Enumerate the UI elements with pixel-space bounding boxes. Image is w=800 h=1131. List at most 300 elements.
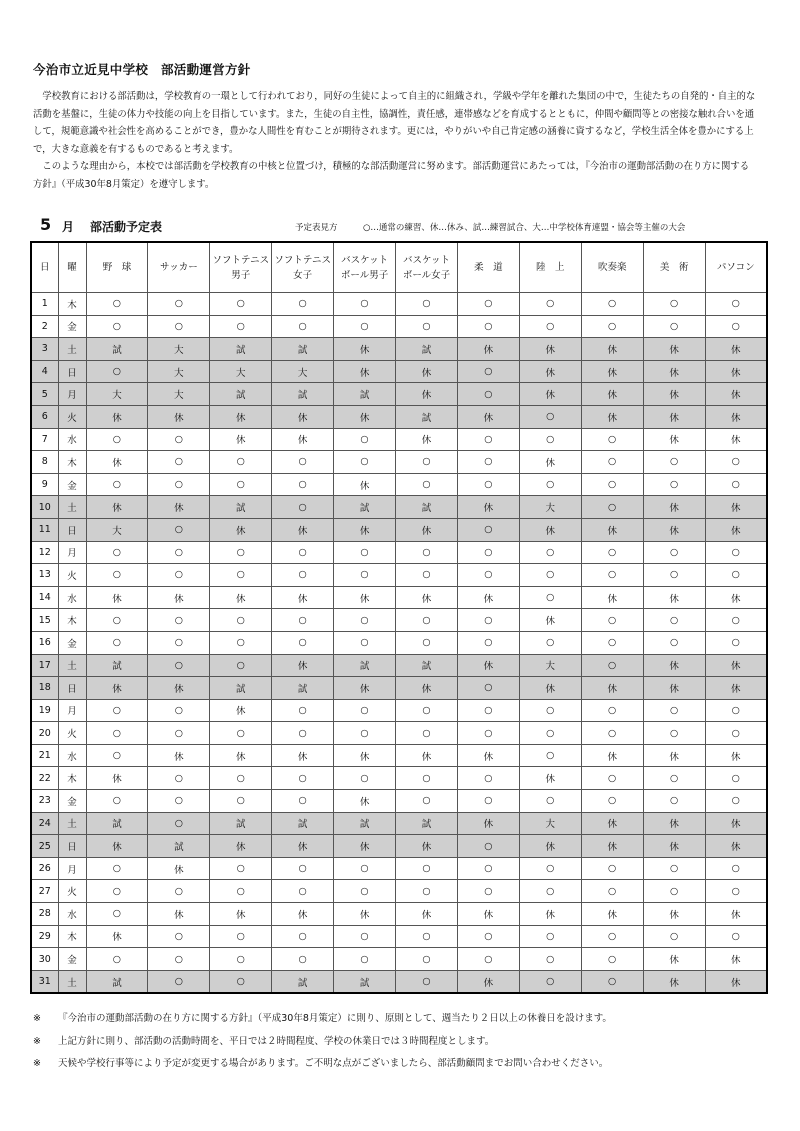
schedule-cell: 休 — [705, 518, 767, 541]
schedule-cell: ○ — [457, 767, 519, 790]
schedule-cell: 休 — [396, 835, 458, 858]
schedule-cell: ○ — [272, 473, 334, 496]
schedule-cell: ○ — [148, 609, 210, 632]
weekday-cell: 日 — [58, 360, 86, 383]
schedule-cell: 休 — [210, 518, 272, 541]
schedule-cell: 休 — [643, 383, 705, 406]
header-club — [396, 242, 458, 293]
schedule-cell: ○ — [396, 315, 458, 338]
schedule-cell: ○ — [396, 925, 458, 948]
note-text: 天候や学校行事等により予定が変更する場合があります。ご不明な点がございましたら、部活動顧問までお問い合わせください。 — [58, 1058, 609, 1069]
schedule-cell: 休 — [272, 654, 334, 677]
schedule-cell: 休 — [581, 903, 643, 926]
schedule-cell: 試 — [334, 812, 396, 835]
schedule-cell: ○ — [519, 586, 581, 609]
schedule-cell: ○ — [210, 880, 272, 903]
schedule-cell: 試 — [210, 496, 272, 519]
schedule-cell: ○ — [581, 857, 643, 880]
schedule-cell: 休 — [148, 903, 210, 926]
schedule-cell: 試 — [396, 812, 458, 835]
schedule-cell: 休 — [210, 699, 272, 722]
schedule-cell: 休 — [210, 744, 272, 767]
schedule-cell: 休 — [519, 677, 581, 700]
schedule-cell: ○ — [396, 880, 458, 903]
schedule-cell: ○ — [86, 790, 148, 813]
schedule-cell: ○ — [457, 609, 519, 632]
schedule-cell: ○ — [210, 564, 272, 587]
schedule-cell: ○ — [457, 699, 519, 722]
table-row — [31, 857, 767, 880]
schedule-cell: ○ — [519, 315, 581, 338]
table-row — [31, 473, 767, 496]
schedule-cell: 休 — [334, 473, 396, 496]
schedule-cell: 休 — [581, 835, 643, 858]
note-item — [33, 1031, 612, 1054]
table-row — [31, 405, 767, 428]
schedule-cell: 休 — [519, 518, 581, 541]
schedule-cell: 休 — [581, 518, 643, 541]
schedule-cell: 休 — [396, 383, 458, 406]
schedule-cell: ○ — [519, 744, 581, 767]
schedule-cell: 休 — [457, 812, 519, 835]
schedule-cell: ○ — [396, 631, 458, 654]
month-unit: 月 — [62, 220, 75, 234]
table-row — [31, 360, 767, 383]
schedule-cell: 大 — [519, 812, 581, 835]
table-row — [31, 631, 767, 654]
schedule-cell: 休 — [581, 405, 643, 428]
schedule-cell: 休 — [457, 744, 519, 767]
note-item — [33, 1008, 612, 1031]
schedule-cell: 休 — [396, 903, 458, 926]
schedule-cell: ○ — [334, 541, 396, 564]
schedule-cell: ○ — [86, 722, 148, 745]
schedule-cell: ○ — [581, 880, 643, 903]
note-mark: ※ — [33, 1013, 41, 1024]
schedule-cell: 試 — [148, 835, 210, 858]
schedule-cell: ○ — [643, 541, 705, 564]
day-cell: 11 — [31, 518, 58, 541]
schedule-cell: 休 — [705, 496, 767, 519]
schedule-cell: 試 — [396, 496, 458, 519]
weekday-cell: 木 — [58, 609, 86, 632]
schedule-cell: ○ — [396, 609, 458, 632]
schedule-cell: ○ — [210, 293, 272, 316]
header-club-line2: ボール男子 — [340, 269, 389, 281]
weekday-cell: 土 — [58, 970, 86, 993]
day-cell: 13 — [31, 564, 58, 587]
schedule-cell: 休 — [457, 338, 519, 361]
schedule-cell: ○ — [457, 518, 519, 541]
schedule-cell: 休 — [148, 586, 210, 609]
weekday-cell: 水 — [58, 586, 86, 609]
schedule-cell: ○ — [705, 315, 767, 338]
schedule-cell: 休 — [519, 903, 581, 926]
schedule-cell: ○ — [396, 473, 458, 496]
schedule-cell: 休 — [334, 744, 396, 767]
schedule-cell: 休 — [272, 744, 334, 767]
schedule-cell: 試 — [210, 338, 272, 361]
day-cell: 14 — [31, 586, 58, 609]
schedule-cell: 休 — [86, 925, 148, 948]
weekday-cell: 月 — [58, 383, 86, 406]
schedule-cell: 休 — [643, 405, 705, 428]
schedule-cell: 休 — [86, 835, 148, 858]
schedule-cell: ○ — [210, 473, 272, 496]
schedule-cell: 休 — [148, 857, 210, 880]
schedule-cell: 大 — [210, 360, 272, 383]
schedule-cell: 休 — [396, 428, 458, 451]
table-row — [31, 970, 767, 993]
schedule-cell: ○ — [457, 948, 519, 971]
schedule-cell: ○ — [643, 473, 705, 496]
schedule-cell: ○ — [581, 925, 643, 948]
schedule-cell: ○ — [705, 609, 767, 632]
schedule-cell: 大 — [519, 496, 581, 519]
schedule-cell: 休 — [272, 835, 334, 858]
schedule-cell: 休 — [457, 586, 519, 609]
schedule-cell: 休 — [457, 496, 519, 519]
schedule-cell: ○ — [705, 293, 767, 316]
schedule-cell: ○ — [643, 315, 705, 338]
header-club-line1: バスケット — [402, 254, 450, 266]
schedule-cell: 大 — [86, 383, 148, 406]
schedule-cell: ○ — [581, 564, 643, 587]
schedule-cell: ○ — [643, 451, 705, 474]
schedule-cell: 休 — [148, 677, 210, 700]
schedule-cell: ○ — [334, 315, 396, 338]
schedule-cell: 休 — [643, 496, 705, 519]
schedule-cell: 休 — [334, 338, 396, 361]
schedule-cell: ○ — [457, 857, 519, 880]
schedule-cell: 休 — [396, 360, 458, 383]
schedule-cell: ○ — [272, 541, 334, 564]
schedule-cell: 大 — [272, 360, 334, 383]
schedule-cell: ○ — [272, 722, 334, 745]
schedule-cell: 休 — [519, 609, 581, 632]
schedule-cell: ○ — [210, 541, 272, 564]
schedule-cell: 休 — [334, 586, 396, 609]
schedule-cell: 休 — [334, 903, 396, 926]
header-club-line1: バスケット — [341, 254, 389, 266]
schedule-cell: 休 — [272, 405, 334, 428]
schedule-cell: ○ — [86, 948, 148, 971]
schedule-cell: 休 — [643, 677, 705, 700]
schedule-cell: ○ — [148, 722, 210, 745]
schedule-cell: ○ — [519, 880, 581, 903]
schedule-cell: ○ — [643, 857, 705, 880]
schedule-cell: 休 — [86, 496, 148, 519]
schedule-cell: ○ — [457, 383, 519, 406]
schedule-cell: ○ — [86, 857, 148, 880]
schedule-cell: ○ — [457, 451, 519, 474]
schedule-cell: 試 — [272, 812, 334, 835]
schedule-cell: 休 — [705, 383, 767, 406]
intro-text — [33, 88, 758, 194]
day-cell: 4 — [31, 360, 58, 383]
schedule-cell: ○ — [148, 315, 210, 338]
weekday-cell: 金 — [58, 631, 86, 654]
schedule-cell: 休 — [705, 338, 767, 361]
weekday-cell: 木 — [58, 925, 86, 948]
legend-label: 予定表見方 — [295, 223, 338, 233]
day-cell: 7 — [31, 428, 58, 451]
schedule-cell: 休 — [334, 360, 396, 383]
schedule-cell: ○ — [148, 451, 210, 474]
schedule-cell: ○ — [396, 722, 458, 745]
schedule-cell: 休 — [643, 338, 705, 361]
schedule-cell: ○ — [643, 609, 705, 632]
schedule-cell: ○ — [210, 609, 272, 632]
schedule-cell: ○ — [148, 541, 210, 564]
schedule-cell: ○ — [272, 564, 334, 587]
schedule-cell: ○ — [457, 925, 519, 948]
schedule-cell: ○ — [148, 880, 210, 903]
header-club-line1: ソフトテニス — [274, 254, 331, 266]
day-cell: 8 — [31, 451, 58, 474]
schedule-cell: ○ — [643, 880, 705, 903]
schedule-cell: 試 — [272, 338, 334, 361]
schedule-cell: ○ — [86, 564, 148, 587]
header-club-line1: 陸 上 — [536, 262, 565, 273]
schedule-cell: ○ — [148, 293, 210, 316]
schedule-cell: 休 — [334, 405, 396, 428]
schedule-cell: ○ — [334, 699, 396, 722]
schedule-cell: ○ — [334, 564, 396, 587]
schedule-cell: ○ — [519, 948, 581, 971]
table-row — [31, 699, 767, 722]
schedule-cell: ○ — [519, 564, 581, 587]
schedule-cell: 休 — [272, 903, 334, 926]
schedule-cell: ○ — [705, 631, 767, 654]
table-row — [31, 609, 767, 632]
legend-text: ○…通常の練習、休…休み、試…練習試合、大…中学校体育連盟・協会等主催の大会 — [363, 223, 686, 233]
schedule-cell: ○ — [272, 315, 334, 338]
schedule-cell: 休 — [643, 654, 705, 677]
day-cell: 1 — [31, 293, 58, 316]
schedule-cell: ○ — [272, 496, 334, 519]
schedule-cell: ○ — [210, 925, 272, 948]
note-mark: ※ — [33, 1058, 41, 1069]
schedule-cell: ○ — [272, 948, 334, 971]
schedule-cell: ○ — [148, 428, 210, 451]
schedule-cell: 休 — [86, 767, 148, 790]
schedule-cell: ○ — [396, 541, 458, 564]
intro-paragraph-1: 学校教育における部活動は，学校教育の一環として行われており，同好の生徒によって自主的に組織され，学級や学年を離れた集団の中で，生徒たちの自発的・自主的な活動を基盤に，生徒の体力や技能の向上を目指しています。また，生徒の自主性，協調性，責任感，連帯感などを育成するとともに，仲間や顧問等との密接な触れ合いを通して，規範意識や社会性を高めることができ，豊かな人間性を育むことが期待されます。更には，やりがいや自己肯定感の涵養に資するなど，学校生活全体を豊かにする上で，大きな意義を有するものであると考えます。 — [33, 91, 756, 155]
schedule-cell: 休 — [396, 677, 458, 700]
schedule-cell: ○ — [519, 473, 581, 496]
note-item — [33, 1053, 612, 1076]
schedule-cell: ○ — [396, 564, 458, 587]
schedule-cell: 試 — [334, 383, 396, 406]
schedule-cell: 休 — [705, 360, 767, 383]
schedule-cell: 休 — [581, 812, 643, 835]
schedule-cell: 休 — [457, 970, 519, 993]
page-title: 今治市立近見中学校 部活動運営方針 — [33, 62, 251, 77]
schedule-cell: 休 — [457, 405, 519, 428]
schedule-cell: ○ — [519, 631, 581, 654]
day-cell: 15 — [31, 609, 58, 632]
schedule-cell: 試 — [210, 812, 272, 835]
header-club — [148, 242, 210, 293]
schedule-cell: 休 — [581, 677, 643, 700]
schedule-cell: ○ — [457, 835, 519, 858]
table-row — [31, 496, 767, 519]
schedule-cell: ○ — [334, 722, 396, 745]
table-row — [31, 835, 767, 858]
table-row — [31, 338, 767, 361]
schedule-cell: ○ — [581, 451, 643, 474]
schedule-cell: ○ — [519, 857, 581, 880]
day-cell: 5 — [31, 383, 58, 406]
schedule-cell: ○ — [210, 722, 272, 745]
schedule-cell: ○ — [272, 880, 334, 903]
weekday-cell: 土 — [58, 654, 86, 677]
schedule-cell: ○ — [86, 315, 148, 338]
header-club-line1: パソコン — [716, 262, 755, 273]
schedule-cell: ○ — [396, 790, 458, 813]
schedule-cell: ○ — [86, 293, 148, 316]
schedule-cell: ○ — [148, 631, 210, 654]
schedule-cell: 休 — [643, 970, 705, 993]
schedule-cell: ○ — [705, 722, 767, 745]
schedule-cell: ○ — [86, 360, 148, 383]
schedule-cell: ○ — [457, 880, 519, 903]
day-cell: 9 — [31, 473, 58, 496]
weekday-cell: 木 — [58, 451, 86, 474]
weekday-cell: 火 — [58, 722, 86, 745]
schedule-cell: ○ — [705, 767, 767, 790]
header-club-line1: 美 術 — [659, 262, 689, 273]
weekday-cell: 金 — [58, 473, 86, 496]
table-row — [31, 903, 767, 926]
weekday-cell: 日 — [58, 835, 86, 858]
schedule-cell: 休 — [396, 586, 458, 609]
schedule-cell: ○ — [457, 722, 519, 745]
schedule-cell: ○ — [86, 880, 148, 903]
schedule-cell: ○ — [148, 654, 210, 677]
day-cell: 2 — [31, 315, 58, 338]
schedule-cell: ○ — [581, 699, 643, 722]
schedule-cell: ○ — [396, 948, 458, 971]
schedule-cell: ○ — [581, 473, 643, 496]
weekday-cell: 日 — [58, 518, 86, 541]
schedule-cell: 休 — [705, 586, 767, 609]
schedule-cell: 休 — [519, 360, 581, 383]
header-club-line1: 柔 道 — [474, 262, 503, 273]
schedule-cell: 試 — [210, 383, 272, 406]
schedule-cell: 休 — [519, 338, 581, 361]
schedule-cell: ○ — [86, 744, 148, 767]
table-row — [31, 428, 767, 451]
schedule-cell: ○ — [210, 790, 272, 813]
header-club-line1: 吹奏楽 — [597, 262, 627, 273]
schedule-cell: 休 — [643, 428, 705, 451]
schedule-cell: ○ — [334, 857, 396, 880]
table-row — [31, 541, 767, 564]
day-cell: 26 — [31, 857, 58, 880]
schedule-cell: ○ — [86, 903, 148, 926]
schedule-cell: 試 — [334, 970, 396, 993]
schedule-cell: ○ — [272, 790, 334, 813]
day-cell: 6 — [31, 405, 58, 428]
table-header-row — [31, 242, 767, 293]
table-row — [31, 315, 767, 338]
schedule-header — [35, 217, 765, 237]
day-cell: 30 — [31, 948, 58, 971]
weekday-cell: 火 — [58, 405, 86, 428]
schedule-cell: ○ — [643, 699, 705, 722]
day-cell: 19 — [31, 699, 58, 722]
schedule-cell: ○ — [148, 948, 210, 971]
schedule-cell: ○ — [148, 970, 210, 993]
day-cell: 12 — [31, 541, 58, 564]
table-row — [31, 677, 767, 700]
schedule-cell: ○ — [581, 790, 643, 813]
schedule-cell: 休 — [705, 948, 767, 971]
schedule-cell: ○ — [581, 654, 643, 677]
header-club — [581, 242, 643, 293]
schedule-cell: ○ — [457, 564, 519, 587]
schedule-cell: ○ — [643, 722, 705, 745]
schedule-cell: ○ — [210, 970, 272, 993]
schedule-cell: ○ — [581, 293, 643, 316]
schedule-cell: ○ — [334, 451, 396, 474]
day-cell: 22 — [31, 767, 58, 790]
weekday-cell: 水 — [58, 428, 86, 451]
schedule-cell: ○ — [148, 925, 210, 948]
schedule-cell: ○ — [210, 315, 272, 338]
schedule-cell: 休 — [210, 903, 272, 926]
day-cell: 18 — [31, 677, 58, 700]
day-cell: 21 — [31, 744, 58, 767]
intro-paragraph-2: このような理由から，本校では部活動を学校教育の中核と位置づけ，積極的な部活動運営に努めます。部活動運営にあたっては，『今治市の運動部活動の在り方に関する方針』（平成30年8月策定）を遵守します。 — [33, 161, 750, 190]
schedule-cell: 休 — [643, 744, 705, 767]
schedule-cell: ○ — [210, 948, 272, 971]
schedule-cell: 大 — [148, 360, 210, 383]
note-text: 上記方針に則り、部活動の活動時間を、平日では２時間程度、学校の休業日では３時間程度とします。 — [58, 1035, 495, 1047]
schedule-cell: ○ — [86, 609, 148, 632]
schedule-cell: ○ — [396, 293, 458, 316]
header-club — [272, 242, 334, 293]
schedule-cell: ○ — [210, 654, 272, 677]
schedule-cell: ○ — [643, 925, 705, 948]
schedule-cell: ○ — [457, 473, 519, 496]
schedule-cell: ○ — [643, 293, 705, 316]
header-club — [457, 242, 519, 293]
schedule-cell: ○ — [396, 970, 458, 993]
schedule-cell: ○ — [86, 699, 148, 722]
schedule-cell: ○ — [148, 812, 210, 835]
schedule-cell: 休 — [705, 903, 767, 926]
schedule-cell: ○ — [519, 699, 581, 722]
schedule-cell: ○ — [334, 880, 396, 903]
header-club-line2: 女子 — [293, 269, 313, 281]
schedule-cell: ○ — [148, 473, 210, 496]
weekday-cell: 金 — [58, 790, 86, 813]
schedule-cell: ○ — [519, 970, 581, 993]
month-number: 5 — [40, 215, 52, 234]
schedule-cell: ○ — [272, 609, 334, 632]
schedule-cell: 休 — [643, 835, 705, 858]
schedule-cell: ○ — [519, 428, 581, 451]
table-row — [31, 812, 767, 835]
schedule-cell: ○ — [519, 722, 581, 745]
schedule-cell: 休 — [581, 383, 643, 406]
schedule-cell: ○ — [643, 790, 705, 813]
schedule-cell: ○ — [581, 767, 643, 790]
notes — [33, 1008, 612, 1076]
